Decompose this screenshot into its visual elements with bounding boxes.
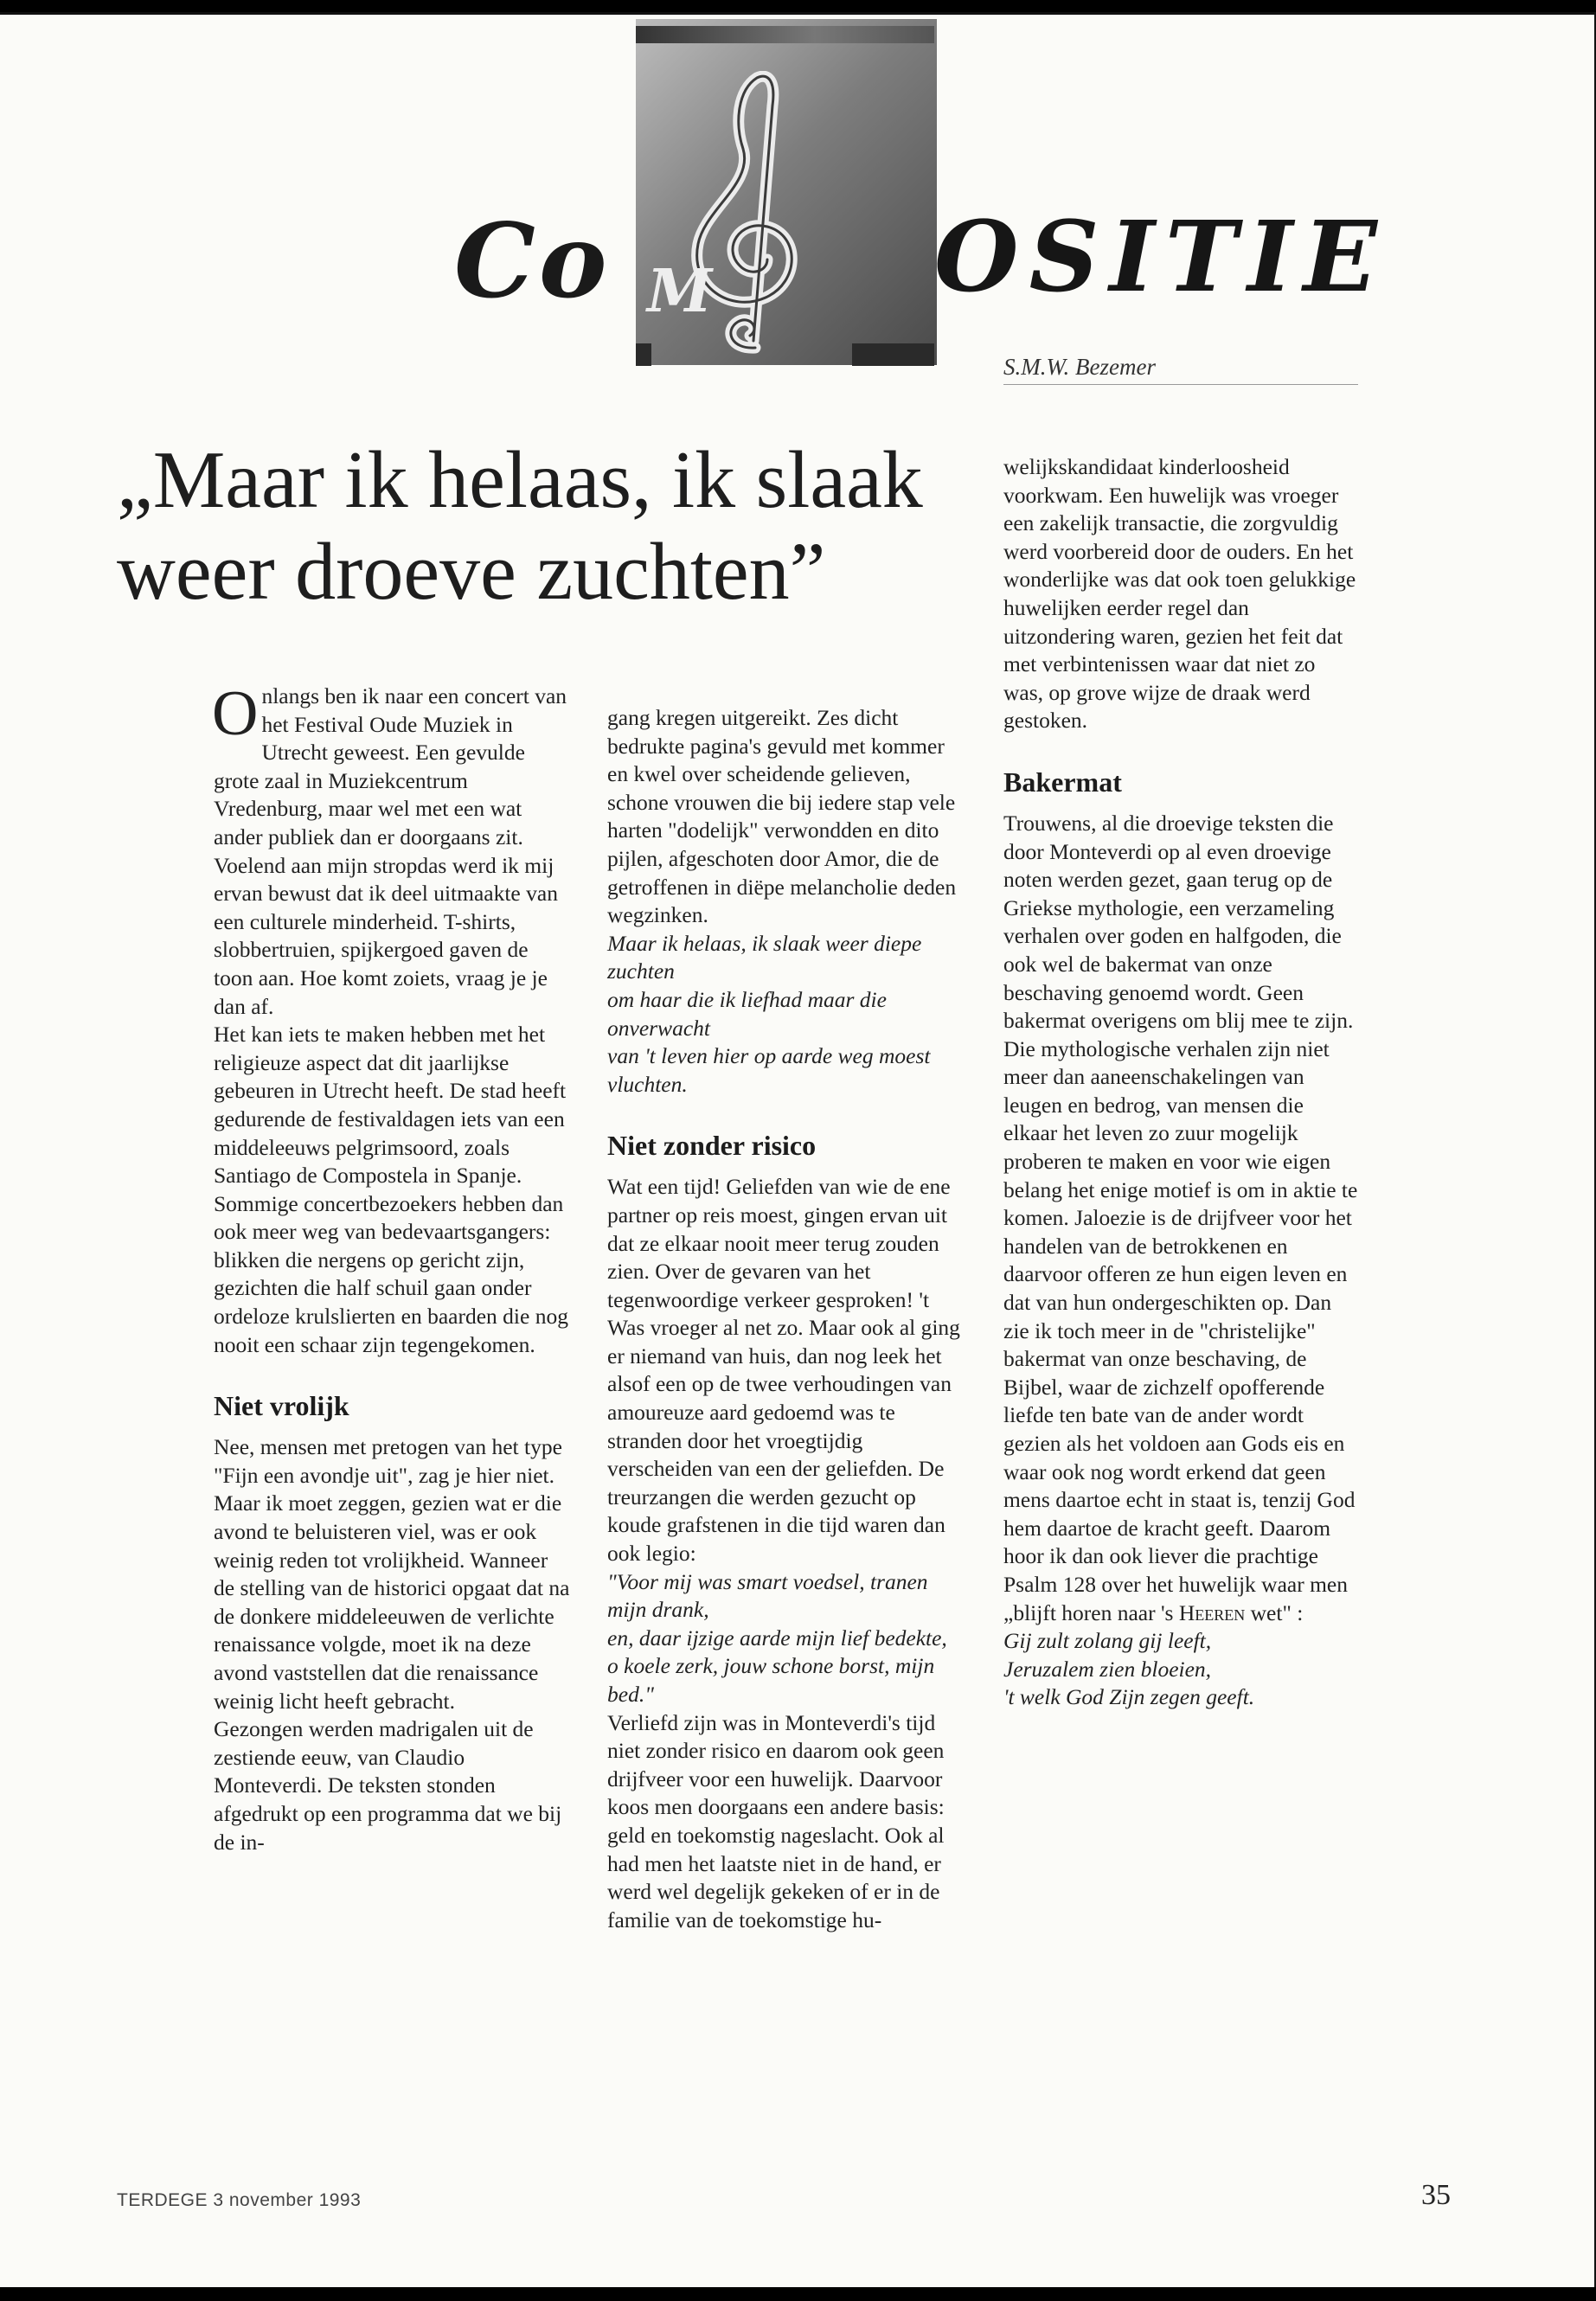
quote-line: van 't leven hier op aarde weg moest vluchten. [607, 1043, 931, 1097]
paragraph: Wat een tijd! Geliefden van wie de ene partner op reis moest, gingen ervan uit dat ze elkaar nooit meer terug zouden zien. Over de gevaren van het tegenwoordige verkeer gesproken! 't Was vroeger al net zo. Maar ook al ging er niemand van huis, dan nog leek het alsof een op de twee verhoudingen van amoureuze aard gedoemd was te stranden door het vroegtijdig verscheiden van een der geliefden. De treurzangen die werden gezucht op koude grafstenen in die tijd waren dan ook legio: [607, 1174, 960, 1567]
drop-cap: O [212, 678, 259, 749]
quote-line: o koele zerk, jouw schone borst, mijn bed." [607, 1653, 935, 1707]
paragraph: Verliefd zijn was in Monteverdi's tijd niet zonder risico en daarom ook geen drijfveer voor een huwelijk. Daarvoor koos men doorgaans een andere basis: geld en toekomstig nageslacht. Ook al had men het laatste niet in de hand, er werd wel degelijk gekeken of er in de familie van de toekomstige hu- [607, 1709, 945, 1932]
paragraph-text: wet" : [1250, 1599, 1304, 1625]
quote-line: Maar ik helaas, ik slaak weer diepe zuchten [607, 930, 922, 984]
paragraph: Gezongen werden madrigalen uit de zestiende eeuw, van Claudio Monteverdi. De teksten stonden afgedrukt op een programma dat we bij de in- [214, 1716, 562, 1855]
quote-line: en, daar ijzige aarde mijn lief bedekte, [607, 1625, 947, 1650]
article-headline: „Maar ik helaas, ik slaak weer droeve zuchten” [117, 435, 923, 618]
subheading-bakermat: Bakermat [1003, 766, 1122, 798]
article-column-2 [607, 704, 971, 1934]
author-byline: S.M.W. Bezemer [1003, 354, 1358, 385]
title-part-m: M [647, 257, 713, 326]
header-graphic-bar [636, 343, 651, 366]
page-number: 35 [1421, 2179, 1451, 2211]
header-graphic-bar [852, 343, 934, 366]
paragraph: gang kregen uitgereikt. Zes dicht bedrukte pagina's gevuld met kommer en kwel over scheidende gelieven, schone vrouwen die bij iedere stap vele harten "dodelijk" verwondden en dito pijlen, afgeschoten door Amor, die de getroffenen in diëpe melancholie deden wegzinken. [607, 705, 957, 928]
quote-line: 't welk God Zijn zegen geeft. [1003, 1684, 1255, 1710]
paragraph: Het kan iets te maken hebben met het religieuze aspect dat dit jaarlijkse gebeuren in Utrecht heeft. De stad heeft gedurende de festivaldagen iets van een middeleeuws pelgrimsoord, zoals Santiago de Compostela in Spanje. Sommige concertbezoekers hebben dan ook meer weg van bedevaartsgangers: blikken die nergens op gericht zijn, gezichten die half schuil gaan onder ordeloze krulslierten en baarden die nog nooit een schaar zijn tegengekomen. [214, 1022, 568, 1357]
quote-line: Gij zult zolang gij leeft, [1003, 1628, 1212, 1654]
quote-line: Jeruzalem zien bloeien, [1003, 1656, 1212, 1682]
scan-edge-top [0, 12, 1596, 15]
subheading-niet-vrolijk: Niet vrolijk [214, 1390, 349, 1422]
article-column-1 [212, 678, 573, 1856]
paragraph-text: nlangs ben ik naar een concert van het Festival Oude Muziek in Utrecht geweest. Een gevulde grote zaal in Muziekcentrum Vredenburg, maar wel met een wat ander publiek dan er doorgaans zit. Voelend aan mijn stropdas werd ik mij ervan bewust dat ik deel uitmaakte van een culturele minderheid. T-shirts, slobbertruien, spijkergoed gaven de toon aan. Hoe komt zoiets, vraag je je dan af. [214, 683, 567, 1019]
subheading-niet-zonder-risico: Niet zonder risico [607, 1130, 817, 1162]
title-part-ositie: OSITIE [934, 201, 1388, 314]
header-graphic-bar [636, 26, 934, 43]
quote-line: om haar die ik liefhad maar die onverwacht [607, 986, 887, 1041]
article-column-3 [1003, 453, 1358, 1712]
paragraph [1003, 810, 1358, 1627]
magazine-page [0, 12, 1596, 2287]
paragraph [212, 678, 573, 1021]
paragraph: Nee, mensen met pretogen van het type "Fijn een avondje uit", zag je hier niet. Maar ik moet zeggen, gezien wat er die avond te beluisteren viel, was er ook weinig reden tot vrolijkheid. Wanneer de stelling van de historici opgaat dat na de donkere middeleeuwen de verlichte renaissance volgde, moet ik na deze avond vaststellen dat die renaissance weinig licht heeft gebracht. [214, 1434, 570, 1714]
paragraph: welijkskandidaat kinderloosheid voorkwam. Een huwelijk was vroeger een zakelijk transactie, die zorgvuldig werd voorbereid door de ouders. En het wonderlijke was dat ook toen gelukkige huwelijken eerder regel dan uitzondering waren, gezien het feit dat met verbintenissen waar dat niet zo was, op grove wijze de draak werd gestoken. [1003, 454, 1356, 734]
publication-footer: TERDEGE 3 november 1993 [117, 2190, 362, 2210]
paragraph-text: Trouwens, al die droevige teksten die door Monteverdi op al even droevige noten werden gezet, gaan terug op de Griekse mythologie, een verzameling verhalen over goden en halfgoden, die ook wel de bakermat van onze beschaving genoemd wordt. Geen bakermat overigens om blij mee te zijn. Die mythologische verhalen zijn niet meer dan aaneenschakelingen van leugen en bedrog, van mensen die elkaar het leven zo zuur mogelijk proberen te maken en voor wie eigen belang het enige motief is om in aktie te komen. Jaloezie is de drijfveer voor het handelen van de betrokkenen en daarvoor offeren ze hun eigen leven en dat van hun ondergeschikten op. Dan zie ik toch meer in de "christelijke" bakermat van onze beschaving, de Bijbel, waar de zichzelf opofferende liefde ten bate van de ander wordt gezien als het voldoen aan Gods eis en waar ook nog wordt erkend dat geen mens daartoe echt in staat is, tenzij God hem daartoe de kracht geeft. Daarom hoor ik dan ook liever die prachtige Psalm 128 over het huwelijk waar men „blijft horen naar 's [1003, 810, 1358, 1625]
quote-line: "Voor mij was smart voedsel, tranen mijn drank, [607, 1568, 928, 1623]
title-part-co: Co [454, 201, 611, 321]
small-caps-heeren: Heeren [1178, 1599, 1246, 1625]
